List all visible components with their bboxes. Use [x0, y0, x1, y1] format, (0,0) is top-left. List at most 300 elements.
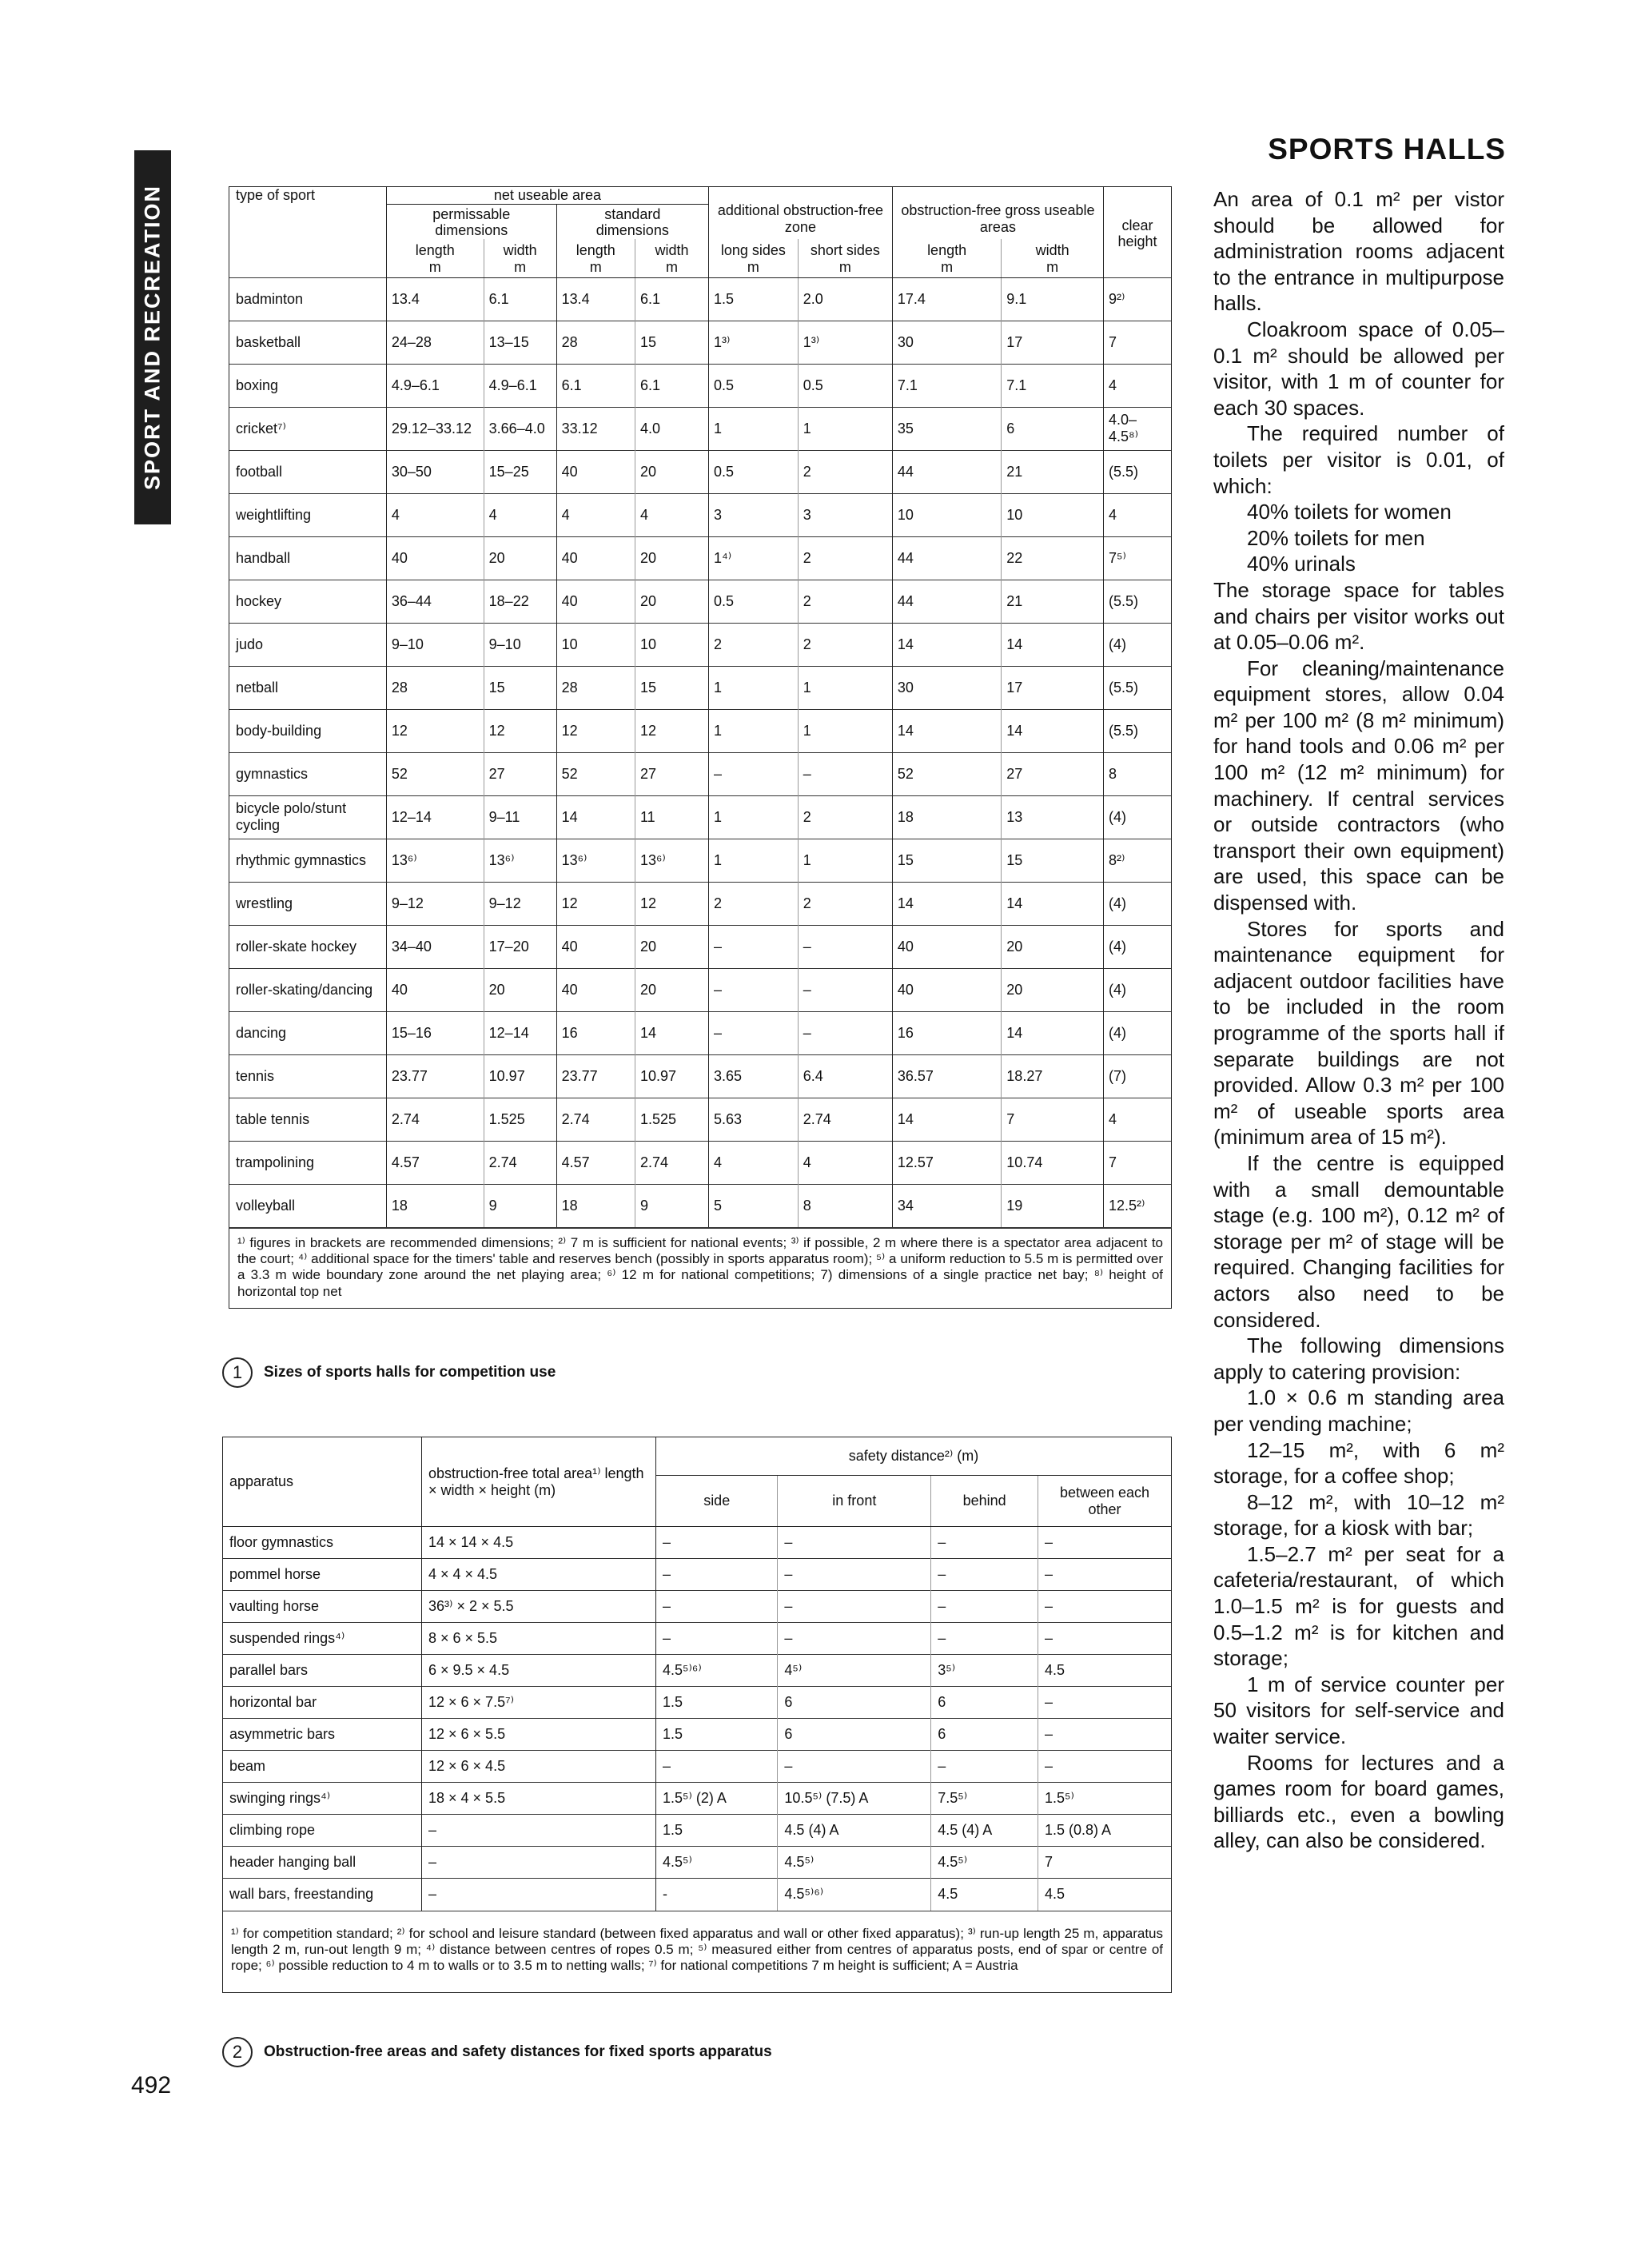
table-cell: (4)	[1104, 623, 1172, 666]
sport-name-cell: gymnastics	[229, 752, 387, 795]
apparatus-safety-table	[222, 1437, 1172, 1993]
table-cell: 3	[709, 493, 799, 536]
sport-name-cell: judo	[229, 623, 387, 666]
table-cell: 15	[892, 839, 1001, 882]
table-cell: 14	[892, 1098, 1001, 1141]
table-cell: 13–15	[484, 321, 556, 364]
table-cell: 20	[1002, 968, 1104, 1011]
sport-name-cell: roller-skating/dancing	[229, 968, 387, 1011]
apparatus-name-cell: horizontal bar	[223, 1687, 422, 1719]
body-paragraph: 1.5–2.7 m² per seat for a cafeteria/restaurant, of which 1.0–1.5 m² is for guests and 0.5–1.2 m² is for kitchen and storage;	[1213, 1541, 1504, 1671]
table-row	[229, 493, 1172, 536]
apparatus-name-cell: swinging rings⁴⁾	[223, 1783, 422, 1815]
table-cell: –	[1038, 1623, 1172, 1655]
table-cell: 1	[709, 407, 799, 450]
table-cell: 0.5	[709, 364, 799, 407]
table-cell: 9.1	[1002, 277, 1104, 321]
table-cell: 40	[556, 536, 635, 580]
section-tab-label: SPORT AND RECREATION	[140, 184, 165, 491]
table-cell: 5.63	[709, 1098, 799, 1141]
table2-footnotes: ¹⁾ for competition standard; ²⁾ for school and leisure standard (between fixed apparatus and wall or other fixed apparatus); ³⁾ run-up length 25 m, apparatus length 2 m, run-out length 9 m; ⁴⁾ distance between centres of ropes 0.5 m; ⁵⁾ measured either from centres of apparatus posts, end of spar or centre of rope; ⁶⁾ possible reduction to 4 m to walls or to 3.5 m to netting walls; ⁷⁾ for national competitions 7 m height is sufficient; A = Austria	[222, 1911, 1172, 1993]
sport-name-cell: basketball	[229, 321, 387, 364]
table-row	[229, 450, 1172, 493]
table-cell: 2	[798, 623, 892, 666]
col-net-useable-area: net useable area	[386, 187, 708, 205]
col-gross-width: width m	[1002, 239, 1104, 277]
body-paragraph: 8–12 m², with 10–12 m² storage, for a kiosk with bar;	[1213, 1489, 1504, 1541]
table-cell: 15–25	[484, 450, 556, 493]
table-cell: 33.12	[556, 407, 635, 450]
col-short-sides: short sides m	[798, 239, 892, 277]
table-cell: 12	[635, 709, 708, 752]
table-cell: 8	[798, 1184, 892, 1227]
table-cell: 2	[798, 795, 892, 839]
table-cell: 12	[635, 882, 708, 925]
table-cell: 13	[1002, 795, 1104, 839]
page-title: SPORTS HALLS	[1268, 133, 1506, 165]
col-standard: standard dimensions	[556, 204, 708, 239]
table-cell: –	[931, 1751, 1038, 1783]
table-cell: 15	[1002, 839, 1104, 882]
table-cell: 6.1	[635, 277, 708, 321]
body-paragraph: The storage space for tables and chairs per visitor works out at 0.05–0.06 m².	[1213, 577, 1504, 655]
table-cell: 44	[892, 536, 1001, 580]
table-cell: 0.5	[798, 364, 892, 407]
table-cell: 1	[798, 709, 892, 752]
table-cell: 13⁶⁾	[386, 839, 484, 882]
table-cell: 28	[556, 666, 635, 709]
table-cell: 12	[386, 709, 484, 752]
table-cell: 13⁶⁾	[635, 839, 708, 882]
table-cell: 20	[635, 925, 708, 968]
table-cell: 12 × 6 × 5.5	[422, 1719, 656, 1751]
table-row	[229, 1011, 1172, 1054]
table-cell: 1	[709, 795, 799, 839]
table-cell: -	[656, 1879, 778, 1911]
table-cell: –	[709, 968, 799, 1011]
table-cell: 6 × 9.5 × 4.5	[422, 1655, 656, 1687]
sport-name-cell: body-building	[229, 709, 387, 752]
table-cell: –	[778, 1591, 931, 1623]
table-cell: 2	[798, 882, 892, 925]
table-cell: 6.1	[635, 364, 708, 407]
table-cell: 9	[635, 1184, 708, 1227]
table-row	[223, 1655, 1172, 1687]
body-paragraph: Rooms for lectures and a games room for board games, billiards etc., even a bowling alley, can also be considered.	[1213, 1750, 1504, 1853]
table-row	[229, 580, 1172, 623]
table-cell: 7.5⁵⁾	[931, 1783, 1038, 1815]
body-paragraph: Cloakroom space of 0.05–0.1 m² should be allowed per visitor, with 1 m of counter for each 30 spaces.	[1213, 317, 1504, 420]
table-row	[223, 1719, 1172, 1751]
table-cell: (4)	[1104, 968, 1172, 1011]
table-cell: 4 × 4 × 4.5	[422, 1559, 656, 1591]
table-cell: 4	[1104, 364, 1172, 407]
table-cell: 10.97	[635, 1054, 708, 1098]
section-tab	[134, 150, 171, 524]
table-row	[223, 1527, 1172, 1559]
table-cell: 4.0	[635, 407, 708, 450]
body-text-column	[1213, 186, 1504, 1854]
body-paragraph: For cleaning/maintenance equipment stores, allow 0.04 m² per 100 m² (8 m² minimum) for hand tools and 0.06 m² per 100 m² (12 m² minimum) for machinery. If central services or outside contractors (who transport their own equipment) are used, this space can be dispensed with.	[1213, 656, 1504, 915]
table-cell: 16	[556, 1011, 635, 1054]
table1-footnotes: ¹⁾ figures in brackets are recommended dimensions; ²⁾ 7 m is sufficient for national events; ³⁾ if possible, 2 m where there is a spectator area adjacent to the court; ⁴⁾ additional space for the timers' table and reserves bench (possibly in sports apparatus room); ⁵⁾ a uniform reduction to 5.5 m is permitted over a 3.3 m wide boundary zone around the net playing area; ⁶⁾ 12 m for national competitions; 7) dimensions of a single practice net bay; ⁸⁾ height of horizontal top net	[229, 1228, 1172, 1309]
apparatus-name-cell: beam	[223, 1751, 422, 1783]
table-cell: 7	[1002, 1098, 1104, 1141]
table-cell: 3.65	[709, 1054, 799, 1098]
table-cell: 19	[1002, 1184, 1104, 1227]
table-cell: 4	[556, 493, 635, 536]
table-cell: 40	[386, 968, 484, 1011]
table-cell: 16	[892, 1011, 1001, 1054]
sport-name-cell: football	[229, 450, 387, 493]
table-cell: 40	[556, 925, 635, 968]
body-paragraph: 20% toilets for men	[1247, 525, 1425, 550]
table-cell: 20	[635, 450, 708, 493]
col-std-width: width m	[635, 239, 708, 277]
table-cell: 12–14	[484, 1011, 556, 1054]
table-cell: –	[1038, 1591, 1172, 1623]
apparatus-name-cell: suspended rings⁴⁾	[223, 1623, 422, 1655]
table-cell: 2	[709, 882, 799, 925]
table-cell: 12–14	[386, 795, 484, 839]
table-cell: 14	[892, 882, 1001, 925]
table-row	[229, 925, 1172, 968]
table-row	[229, 1141, 1172, 1184]
table-cell: –	[1038, 1687, 1172, 1719]
table-cell: 11	[635, 795, 708, 839]
table-row	[223, 1623, 1172, 1655]
table-cell: 1	[709, 709, 799, 752]
table-cell: 1	[798, 666, 892, 709]
apparatus-name-cell: pommel horse	[223, 1559, 422, 1591]
table2-caption	[222, 2037, 772, 2067]
table-cell: 9	[484, 1184, 556, 1227]
col-type-of-sport: type of sport	[229, 187, 387, 278]
table-cell: 30	[892, 321, 1001, 364]
table-cell: 1.5⁵⁾ (2) A	[656, 1783, 778, 1815]
table-cell: 20	[484, 968, 556, 1011]
table-cell: 1.525	[484, 1098, 556, 1141]
table-cell: 7.1	[1002, 364, 1104, 407]
table-cell: (7)	[1104, 1054, 1172, 1098]
table-cell: 12	[484, 709, 556, 752]
table-cell: 14	[1002, 709, 1104, 752]
table-cell: 1⁴⁾	[709, 536, 799, 580]
table-cell: 9–11	[484, 795, 556, 839]
table-cell: 27	[1002, 752, 1104, 795]
table-cell: 22	[1002, 536, 1104, 580]
table-cell: 15–16	[386, 1011, 484, 1054]
body-paragraph: 1.0 × 0.6 m standing area per vending machine;	[1213, 1385, 1504, 1436]
col-gross-areas: obstruction-free gross useable areas	[892, 187, 1103, 240]
table-cell: 1	[798, 839, 892, 882]
table-cell: 36–44	[386, 580, 484, 623]
table-cell: 18	[892, 795, 1001, 839]
table-cell: 1.5	[656, 1815, 778, 1847]
table-cell: 2	[798, 580, 892, 623]
table-cell: 1.5	[656, 1687, 778, 1719]
table-cell: 4	[484, 493, 556, 536]
table-cell: –	[656, 1623, 778, 1655]
table-cell: 14	[1002, 623, 1104, 666]
body-paragraph: The required number of toilets per visitor is 0.01, of which:	[1213, 421, 1504, 498]
table-cell: 36³⁾ × 2 × 5.5	[422, 1591, 656, 1623]
table-cell: –	[422, 1879, 656, 1911]
table-cell: 14	[1002, 882, 1104, 925]
sport-name-cell: table tennis	[229, 1098, 387, 1141]
table-cell: 4.5⁵⁾	[656, 1847, 778, 1879]
caption-number-badge: 1	[222, 1357, 253, 1388]
sport-name-cell: weightlifting	[229, 493, 387, 536]
table-row	[223, 1815, 1172, 1847]
table-cell: 6	[1002, 407, 1104, 450]
table-cell: 10	[1002, 493, 1104, 536]
table-row	[223, 1751, 1172, 1783]
table2-caption-text: Obstruction-free areas and safety distances for fixed sports apparatus	[264, 2043, 772, 2060]
table-row	[223, 1687, 1172, 1719]
table-cell: 13.4	[556, 277, 635, 321]
sport-name-cell: trampolining	[229, 1141, 387, 1184]
table-cell: 15	[484, 666, 556, 709]
table-cell: 4	[709, 1141, 799, 1184]
col-apparatus: apparatus	[223, 1437, 422, 1527]
col-gross-length: length m	[892, 239, 1001, 277]
table-cell: 40	[892, 925, 1001, 968]
table-cell: 0.5	[709, 580, 799, 623]
apparatus-name-cell: floor gymnastics	[223, 1527, 422, 1559]
table-cell: 27	[635, 752, 708, 795]
table-cell: 4.57	[386, 1141, 484, 1184]
col-std-length: length m	[556, 239, 635, 277]
table-cell: 1.5	[656, 1719, 778, 1751]
table-cell: 2.74	[798, 1098, 892, 1141]
col-perm-length: length m	[386, 239, 484, 277]
table-cell: 1.5 (0.8) A	[1038, 1815, 1172, 1847]
table-row	[229, 839, 1172, 882]
col-perm-width: width m	[484, 239, 556, 277]
table1-caption	[222, 1357, 556, 1388]
table-cell: 3	[798, 493, 892, 536]
sport-name-cell: badminton	[229, 277, 387, 321]
table-cell: 1	[709, 839, 799, 882]
table-cell: 12 × 6 × 4.5	[422, 1751, 656, 1783]
table-cell: –	[798, 1011, 892, 1054]
table-cell: –	[798, 925, 892, 968]
table-cell: –	[656, 1527, 778, 1559]
table-cell: 14 × 14 × 4.5	[422, 1527, 656, 1559]
table-cell: 4.5⁵⁾	[778, 1847, 931, 1879]
table-row	[229, 752, 1172, 795]
table-cell: 9–10	[386, 623, 484, 666]
body-paragraph: The following dimensions apply to catering provision:	[1213, 1333, 1504, 1384]
table-cell: 40	[892, 968, 1001, 1011]
table-cell: 10.5⁵⁾ (7.5) A	[778, 1783, 931, 1815]
table-cell: 4	[635, 493, 708, 536]
table-row	[229, 1098, 1172, 1141]
table-cell: 4.5	[931, 1879, 1038, 1911]
table-cell: 8	[1104, 752, 1172, 795]
table-cell: 4.5	[1038, 1879, 1172, 1911]
table-cell: 2	[798, 450, 892, 493]
table-row	[229, 1184, 1172, 1227]
table-cell: 7	[1104, 1141, 1172, 1184]
table-cell: 4	[1104, 493, 1172, 536]
table-cell: 4.5⁵⁾⁶⁾	[656, 1655, 778, 1687]
table-cell: –	[931, 1527, 1038, 1559]
table1-caption-text: Sizes of sports halls for competition use	[264, 1364, 556, 1381]
table-cell: 15	[635, 666, 708, 709]
table-cell: 3.66–4.0	[484, 407, 556, 450]
table-cell: 4	[798, 1141, 892, 1184]
table-cell: 40	[556, 968, 635, 1011]
table-cell: 18–22	[484, 580, 556, 623]
table-cell: 21	[1002, 580, 1104, 623]
table-cell: 20	[484, 536, 556, 580]
table-row	[229, 968, 1172, 1011]
table-cell: (5.5)	[1104, 666, 1172, 709]
table-row	[229, 407, 1172, 450]
table-cell: 21	[1002, 450, 1104, 493]
table-row	[223, 1783, 1172, 1815]
table-cell: –	[656, 1559, 778, 1591]
table-cell: 1.5	[709, 277, 799, 321]
table-cell: 13.4	[386, 277, 484, 321]
table-cell: 4	[386, 493, 484, 536]
table-cell: 34–40	[386, 925, 484, 968]
table-cell: 17–20	[484, 925, 556, 968]
table-cell: 27	[484, 752, 556, 795]
table-cell: 10.97	[484, 1054, 556, 1098]
table-cell: 5	[709, 1184, 799, 1227]
table-cell: 7.1	[892, 364, 1001, 407]
table-cell: 23.77	[556, 1054, 635, 1098]
table-cell: 20	[635, 580, 708, 623]
table-cell: 1.5⁵⁾	[1038, 1783, 1172, 1815]
table-cell: 14	[892, 709, 1001, 752]
table-cell: –	[422, 1815, 656, 1847]
table-cell: –	[656, 1591, 778, 1623]
apparatus-name-cell: vaulting horse	[223, 1591, 422, 1623]
table-cell: 7	[1104, 321, 1172, 364]
table-cell: –	[931, 1623, 1038, 1655]
table-cell: 10.74	[1002, 1141, 1104, 1184]
table-cell: 4.5⁵⁾⁶⁾	[778, 1879, 931, 1911]
table-cell: 6.1	[484, 277, 556, 321]
table-cell: 10	[635, 623, 708, 666]
sport-name-cell: boxing	[229, 364, 387, 407]
table-row	[223, 1559, 1172, 1591]
table-cell: 40	[556, 450, 635, 493]
body-paragraph: An area of 0.1 m² per vistor should be allowed for administration rooms adjacent to the entrance in multipurpose halls.	[1213, 187, 1504, 316]
apparatus-name-cell: climbing rope	[223, 1815, 422, 1847]
table-row	[229, 666, 1172, 709]
sport-name-cell: wrestling	[229, 882, 387, 925]
apparatus-name-cell: parallel bars	[223, 1655, 422, 1687]
table-cell: 29.12–33.12	[386, 407, 484, 450]
table-cell: 2	[798, 536, 892, 580]
table-cell: 1³⁾	[709, 321, 799, 364]
table-cell: 10	[892, 493, 1001, 536]
sport-name-cell: roller-skate hockey	[229, 925, 387, 968]
table-cell: (5.5)	[1104, 580, 1172, 623]
table-cell: 13⁶⁾	[484, 839, 556, 882]
table-cell: 9–12	[386, 882, 484, 925]
table-cell: 12.5²⁾	[1104, 1184, 1172, 1227]
table-cell: 2.74	[386, 1098, 484, 1141]
table-cell: 12 × 6 × 7.5⁷⁾	[422, 1687, 656, 1719]
table-cell: 6.1	[556, 364, 635, 407]
table-cell: (4)	[1104, 882, 1172, 925]
table-row	[229, 623, 1172, 666]
table-cell: 9–12	[484, 882, 556, 925]
table-cell: (4)	[1104, 1011, 1172, 1054]
table-row	[229, 882, 1172, 925]
table-cell: –	[778, 1559, 931, 1591]
table-cell: 2.74	[635, 1141, 708, 1184]
col-between-each-other: between each other	[1038, 1476, 1172, 1527]
table-row	[229, 1054, 1172, 1098]
table-cell: –	[709, 752, 799, 795]
table-cell: 34	[892, 1184, 1001, 1227]
table-cell: 9–10	[484, 623, 556, 666]
sport-name-cell: rhythmic gymnastics	[229, 839, 387, 882]
table-row	[223, 1847, 1172, 1879]
table-cell: 52	[556, 752, 635, 795]
table-cell: –	[656, 1751, 778, 1783]
page-number: 492	[131, 2072, 172, 2099]
table-cell: 2.74	[484, 1141, 556, 1184]
sport-name-cell: handball	[229, 536, 387, 580]
table-cell: (4)	[1104, 925, 1172, 968]
table-cell: 6	[778, 1719, 931, 1751]
table-cell: 18.27	[1002, 1054, 1104, 1098]
table-cell: 4.9–6.1	[386, 364, 484, 407]
apparatus-name-cell: header hanging ball	[223, 1847, 422, 1879]
table-cell: 6	[778, 1687, 931, 1719]
table-cell: 1³⁾	[798, 321, 892, 364]
table-cell: 28	[386, 666, 484, 709]
table-cell: (4)	[1104, 795, 1172, 839]
table-cell: 0.5	[709, 450, 799, 493]
table-cell: 52	[892, 752, 1001, 795]
col-clear-height: clear height	[1104, 187, 1172, 278]
sport-name-cell: hockey	[229, 580, 387, 623]
table-cell: 13⁶⁾	[556, 839, 635, 882]
table-cell: –	[931, 1559, 1038, 1591]
table-cell: –	[798, 968, 892, 1011]
table-cell: 2.74	[556, 1098, 635, 1141]
table-cell: 1.525	[635, 1098, 708, 1141]
table-cell: 2	[709, 623, 799, 666]
table-cell: –	[778, 1623, 931, 1655]
col-total-area: obstruction-free total area¹⁾ length × width × height (m)	[422, 1437, 656, 1527]
table-row	[229, 364, 1172, 407]
table-cell: –	[1038, 1559, 1172, 1591]
table-cell: 6.4	[798, 1054, 892, 1098]
apparatus-name-cell: wall bars, freestanding	[223, 1879, 422, 1911]
table-cell: 4.57	[556, 1141, 635, 1184]
table-cell: 40	[556, 580, 635, 623]
sport-name-cell: bicycle polo/stunt cycling	[229, 795, 387, 839]
table-cell: 1	[798, 407, 892, 450]
sport-name-cell: tennis	[229, 1054, 387, 1098]
table-cell: –	[709, 1011, 799, 1054]
table-cell: 7⁵⁾	[1104, 536, 1172, 580]
table-cell: 17	[1002, 321, 1104, 364]
table-cell: 4⁵⁾	[778, 1655, 931, 1687]
table-cell: 9²⁾	[1104, 277, 1172, 321]
table-cell: 4.0– 4.5⁸⁾	[1104, 407, 1172, 450]
